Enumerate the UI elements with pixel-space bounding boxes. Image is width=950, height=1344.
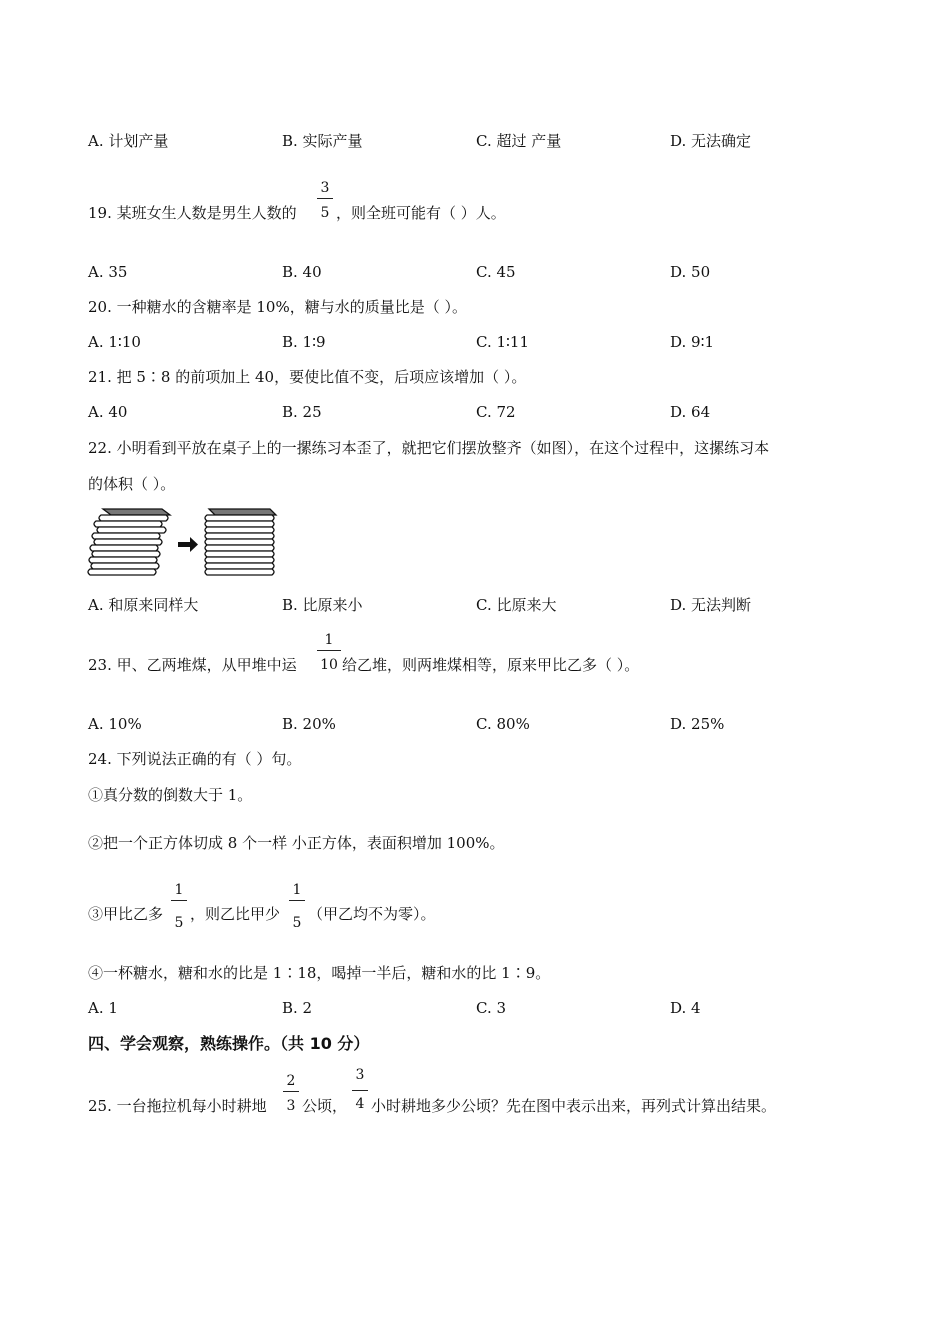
- q23-option-c: C. 80%: [476, 715, 530, 733]
- arrow-icon: [178, 537, 198, 552]
- q21-option-d: D. 64: [670, 403, 711, 421]
- q19-option-b: B. 40: [282, 263, 322, 281]
- q18-option-c: C. 超过 产量: [476, 132, 562, 150]
- neat-book-stack: [205, 509, 276, 575]
- q22-option-a: A. 和原来同样大: [88, 596, 199, 614]
- q18-option-a: A. 计划产量: [88, 132, 169, 150]
- section-4-title: 四、学会观察，熟练操作。（共 10 分）: [88, 1034, 370, 1053]
- q24-statement-3-before: ③甲比乙多: [88, 905, 164, 923]
- q23-frac-den: 10: [320, 657, 338, 673]
- q24-s3-frac2-num: 1: [292, 882, 302, 898]
- q22-option-c: C. 比原来大: [476, 596, 557, 614]
- q24-s3-frac2-den: 5: [292, 915, 302, 931]
- q24-statement-4: ④一杯糖水，糖和水的比是 1∶18，喝掉一半后，糖和水的比 1∶9。: [88, 964, 551, 982]
- q19-option-a: A. 35: [88, 263, 128, 281]
- q22-stem-line1: 22. 小明看到平放在桌子上的一摞练习本歪了，就把它们摆放整齐（如图），在这个过程中，这摞练习本: [88, 439, 770, 457]
- q25-frac1-den: 3: [286, 1098, 296, 1114]
- q24-s3-frac1-bar: [171, 900, 187, 901]
- q23-frac-bar: [317, 650, 341, 651]
- q19-option-c: C. 45: [476, 263, 516, 281]
- q20-option-c: C. 1∶11: [476, 333, 530, 351]
- q23-stem-before: 23. 甲、乙两堆煤，从甲堆中运: [88, 656, 297, 674]
- q19-frac-num: 3: [320, 180, 330, 196]
- q20-stem: 20. 一种糖水的含糖率是 10%，糖与水的质量比是（ ）。: [88, 298, 468, 316]
- q21-option-c: C. 72: [476, 403, 516, 421]
- q24-statement-3-mid: ，则乙比甲少: [190, 905, 281, 923]
- q19-frac-den: 5: [320, 205, 330, 221]
- q24-statement-1: ①真分数的倒数大于 1。: [88, 786, 253, 804]
- q25-frac2-num: 3: [355, 1067, 365, 1083]
- q23-frac-num: 1: [324, 632, 334, 648]
- q19-option-d: D. 50: [670, 263, 711, 281]
- q25-frac1-bar: [283, 1091, 299, 1092]
- q24-option-b: B. 2: [282, 999, 313, 1017]
- q20-option-d: D. 9∶1: [670, 333, 715, 351]
- q24-option-a: A. 1: [88, 999, 118, 1017]
- q24-s3-frac1-den: 5: [174, 915, 184, 931]
- q18-option-b: B. 实际产量: [282, 132, 363, 150]
- q24-option-c: C. 3: [476, 999, 507, 1017]
- q21-option-a: A. 40: [88, 403, 128, 421]
- q25-stem-mid: 公顷，: [302, 1097, 348, 1115]
- q22-option-b: B. 比原来小: [282, 596, 363, 614]
- q25-frac2-den: 4: [355, 1096, 365, 1112]
- q24-stem: 24. 下列说法正确的有（ ）句。: [88, 750, 302, 768]
- q23-option-a: A. 10%: [88, 715, 142, 733]
- q24-option-d: D. 4: [670, 999, 701, 1017]
- q21-option-b: B. 25: [282, 403, 322, 421]
- q23-option-d: D. 25%: [670, 715, 725, 733]
- q19-frac-bar: [317, 198, 333, 199]
- q18-option-d: D. 无法确定: [670, 132, 752, 150]
- q25-frac2-bar: [352, 1090, 368, 1091]
- q24-statement-3-after: （甲乙均不为零）。: [308, 905, 436, 923]
- q20-option-b: B. 1∶9: [282, 333, 326, 351]
- q23-option-b: B. 20%: [282, 715, 336, 733]
- q19-stem-after: ，则全班可能有（ ）人。: [336, 204, 506, 222]
- q21-stem: 21. 把 5∶8 的前项加上 40，要使比值不变，后项应该增加（ ）。: [88, 368, 527, 386]
- q25-stem-before: 25. 一台拖拉机每小时耕地: [88, 1097, 267, 1115]
- q25-stem-after: 小时耕地多少公顷？先在图中表示出来，再列式计算出结果。: [371, 1097, 777, 1115]
- q24-statement-2: ②把一个正方体切成 8 个一样 小正方体，表面积增加 100%。: [88, 834, 505, 852]
- book-stack-figure: [86, 505, 282, 577]
- q19-stem-before: 19. 某班女生人数是男生人数的: [88, 204, 297, 222]
- q24-s3-frac2-bar: [289, 900, 305, 901]
- q23-stem-after: 给乙堆，则两堆煤相等，原来甲比乙多（ ）。: [342, 656, 640, 674]
- q22-stem-line2: 的体积（ ）。: [88, 475, 176, 493]
- messy-book-stack: [88, 509, 170, 575]
- q22-option-d: D. 无法判断: [670, 596, 752, 614]
- q25-frac1-num: 2: [286, 1073, 296, 1089]
- q24-s3-frac1-num: 1: [174, 882, 184, 898]
- q20-option-a: A. 1∶10: [88, 333, 141, 351]
